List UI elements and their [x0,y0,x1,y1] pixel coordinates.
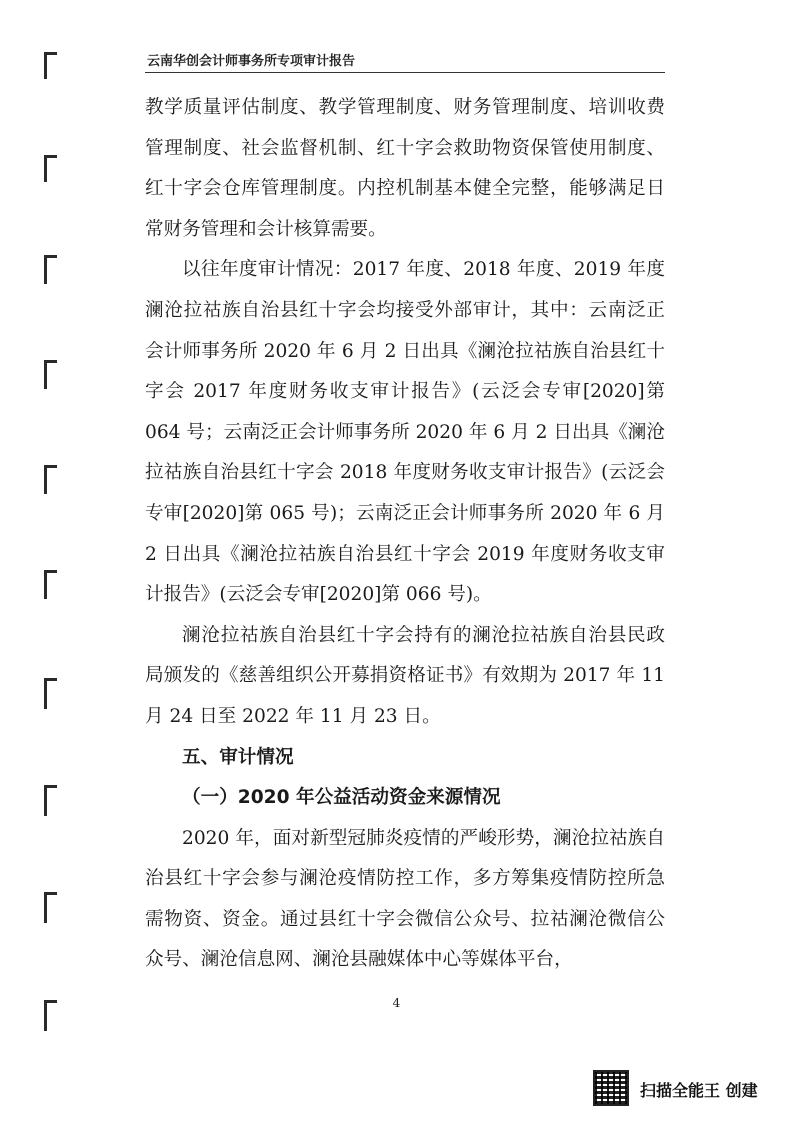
subsection-heading: （一）2020 年公益活动资金来源情况 [182,787,501,809]
binder-mark [44,255,57,284]
paragraph-certificate: 澜沧拉祜族自治县红十字会持有的澜沧拉祜族自治县民政局颁发的《慈善组织公开募捐资格证书》有效期为 2017 年 11 月 24 日至 2022 年 11 月 23 日。 [145,624,665,727]
binder-mark [44,892,57,923]
report-header: 云南华创会计师事务所专项审计报告 [147,54,356,69]
qr-code-icon [593,1070,629,1106]
document-body [145,88,665,981]
scanner-watermark: 扫描全能王 创建 [640,1081,758,1100]
paragraph-internal-control: 教学质量评估制度、教学管理制度、财务管理制度、培训收费管理制度、社会监督机制、红十字会救助物资保管使用制度、红十字会仓库管理制度。内控机制基本健全完整，能够满足日常财务管理和会计核算需要。 [145,97,665,240]
section-heading: 五、审计情况 [182,746,294,768]
paragraph-prior-audits: 以往年度审计情况：2017 年度、2018 年度、2019 年度澜沧拉祜族自治县红十字会均接受外部审计，其中：云南泛正会计师事务所 2020 年 6 月 2 日出具《澜沧拉祜族自治县红十字会 2017 年度财务收支审计报告》(云泛会专审[2020]第 064 号；云南泛正会计师事务所 2020 年 6 月 2 日出具《澜沧拉祜族自治县红十字会 2018 年度财务收支审计报告》(云泛会专审[2020]第 065 号)；云南泛正会计师事务所 2020 年 6 月 2 日出具《澜沧拉祜族自治县红十字会 2019 年度财务收支审计报告》(云泛会专审[2020]第 066 号)。 [145,259,665,606]
header-rule [145,72,665,73]
binder-mark [44,52,57,79]
page-number: 4 [392,996,401,1010]
binder-mark [44,678,57,709]
binder-mark [44,155,57,182]
binder-mark [44,465,57,494]
paragraph-2020-epidemic: 2020 年，面对新型冠肺炎疫情的严峻形势，澜沧拉祜族自治县红十字会参与澜沧疫情防控工作，多方筹集疫情防控所急需物资、资金。通过县红十字会微信公众号、拉祜澜沧微信公众号、澜沧信息网、澜沧县融媒体中心等媒体平台， [145,827,665,971]
binder-mark [44,570,57,599]
binder-mark [44,785,57,816]
binder-mark [44,360,57,389]
